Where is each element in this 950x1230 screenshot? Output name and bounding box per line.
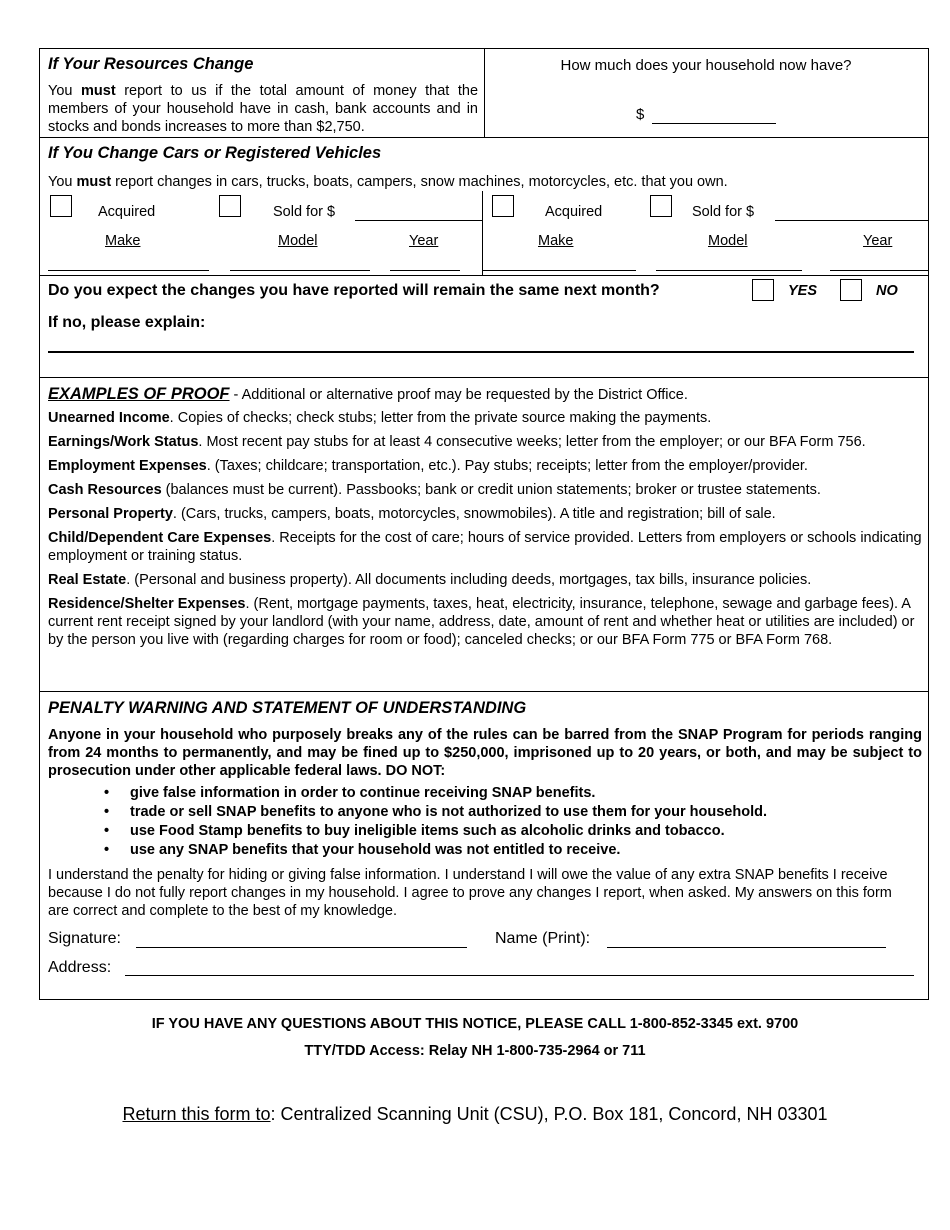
proof-item <box>48 529 922 565</box>
year-field-1[interactable] <box>390 270 460 271</box>
yes-label: YES <box>788 283 818 299</box>
resources-amount-field[interactable] <box>652 123 776 124</box>
signature-field[interactable] <box>136 947 467 948</box>
no-checkbox[interactable] <box>840 279 862 301</box>
model-field-1[interactable] <box>230 270 370 271</box>
acquired-label-2: Acquired <box>545 204 603 220</box>
make-label-1: Make <box>105 233 141 249</box>
understanding-text: I understand the penalty for hiding or giving false information. I understand I will owe the value of any extra SNAP benefits I receive because I do not fully report changes in my household. I agree to prove any changes I report, when asked. My answers on this form are correct and complete to the best of my knowledge. <box>48 867 892 919</box>
proof-item <box>48 457 922 475</box>
proof-item-text: . Receipts for the cost of care; hours of service provided. Letters from employers or schools indicating employment or training status. <box>48 530 922 564</box>
year-field-2[interactable] <box>830 270 928 271</box>
proof-item-text: . Most recent pay stubs for at least 4 consecutive weeks; letter from the employer; or our BFA Form 756. <box>198 434 866 450</box>
proof-item-label: Earnings/Work Status <box>48 434 199 450</box>
model-label-2: Model <box>708 233 748 249</box>
model-field-2[interactable] <box>656 270 802 271</box>
vehicles-text: You must report changes in cars, trucks, boats, campers, snow machines, motorcycles, etc. that you own. <box>48 174 728 190</box>
no-label: NO <box>876 283 898 299</box>
proof-item-label: Residence/Shelter Expenses <box>48 596 246 612</box>
address-field[interactable] <box>125 975 914 976</box>
proof-item <box>48 505 922 523</box>
make-field-2[interactable] <box>482 270 636 271</box>
return-label: Return this form to <box>122 1104 271 1124</box>
proof-item <box>48 409 922 427</box>
proof-item-label: Child/Dependent Care Expenses <box>48 530 272 546</box>
proof-item-label: Unearned Income <box>48 410 170 426</box>
proof-item-label: Real Estate <box>48 572 127 588</box>
divider <box>40 137 928 138</box>
model-label-1: Model <box>278 233 318 249</box>
sold-amount-field-1[interactable] <box>355 220 482 221</box>
sold-label-2: Sold for $ <box>692 204 755 220</box>
explain-label: If no, please explain: <box>48 314 206 331</box>
name-label: Name (Print): <box>495 930 591 947</box>
divider <box>40 275 928 276</box>
proof-list <box>48 409 922 649</box>
acquired-checkbox-1[interactable] <box>50 195 72 217</box>
proof-item <box>48 571 922 589</box>
acquired-label-1: Acquired <box>98 204 156 220</box>
make-field-1[interactable] <box>48 270 209 271</box>
resources-heading: If Your Resources Change <box>48 55 254 73</box>
return-line <box>0 1104 950 1125</box>
resources-question: How much does your household now have? <box>560 57 852 74</box>
penalty-warning: Anyone in your household who purposely breaks any of the rules can be barred from the SNAP Program for periods ranging from 24 months to permanently, and may be fined up to $250,000, imprisoned up to 20 years, or both, and may be subject to prosecution under other applicable federal laws. DO NOT: <box>48 727 922 779</box>
bullet-item: • trade or sell SNAP benefits to anyone who is not authorized to use them for your household. <box>130 804 767 820</box>
proof-item-text: (balances must be current). Passbooks; bank or credit union statements; broker or trustee statements. <box>161 482 821 498</box>
bullet-item: • give false information in order to continue receiving SNAP benefits. <box>130 785 595 801</box>
vehicles-heading: If You Change Cars or Registered Vehicles <box>48 144 382 162</box>
proof-item-label: Cash Resources <box>48 482 162 498</box>
sold-checkbox-1[interactable] <box>219 195 241 217</box>
year-label-2: Year <box>863 233 893 249</box>
questions-line: IF YOU HAVE ANY QUESTIONS ABOUT THIS NOTICE, PLEASE CALL 1-800-852-3345 ext. 9700 <box>151 1016 799 1032</box>
proof-item-text: . (Cars, trucks, campers, boats, motorcycles, snowmobiles). A title and registration; bill of sale. <box>172 506 776 522</box>
proof-item-text: . (Taxes; childcare; transportation, etc.). Pay stubs; receipts; letter from the employer/provider. <box>206 458 808 474</box>
yes-checkbox[interactable] <box>752 279 774 301</box>
bullet-item: • use Food Stamp benefits to buy ineligible items such as alcoholic drinks and tobacco. <box>130 823 725 839</box>
divider <box>40 691 928 692</box>
sold-amount-field-2[interactable] <box>775 220 928 221</box>
return-address: : Centralized Scanning Unit (CSU), P.O. Box 181, Concord, NH 03301 <box>270 1104 828 1124</box>
dollar-sign: $ <box>636 106 645 123</box>
proof-item-label: Personal Property <box>48 506 173 522</box>
resources-text: You must report to us if the total amount of money that the members of your household have in cash, bank accounts and in stocks and bonds increases to more than $2,750. <box>48 83 479 135</box>
signature-label: Signature: <box>48 930 121 947</box>
change-report-form <box>39 48 929 1000</box>
expect-question: Do you expect the changes you have reported will remain the same next month? <box>48 282 660 299</box>
tty-line: TTY/TDD Access: Relay NH 1-800-735-2964 or 711 <box>304 1043 646 1059</box>
sold-label-1: Sold for $ <box>273 204 336 220</box>
proof-item <box>48 481 922 499</box>
proof-section <box>48 385 922 655</box>
explain-field[interactable] <box>48 351 914 353</box>
proof-item-text: . Copies of checks; check stubs; letter from the private source making the payments. <box>169 410 712 426</box>
proof-item-text: . (Personal and business property). All documents including deeds, mortgages, tax bills, insurance policies. <box>126 572 812 588</box>
proof-item <box>48 433 922 451</box>
acquired-checkbox-2[interactable] <box>492 195 514 217</box>
bullet-item: • use any SNAP benefits that your household was not entitled to receive. <box>130 842 620 858</box>
penalty-heading: PENALTY WARNING AND STATEMENT OF UNDERSTANDING <box>48 699 527 717</box>
divider <box>40 377 928 378</box>
divider <box>482 191 483 275</box>
year-label-1: Year <box>409 233 439 249</box>
proof-item-text: . (Rent, mortgage payments, taxes, heat, electricity, insurance, telephone, sewage and garbage fees). A current rent receipt signed by your landlord (with your name, address, date, amount of rent and whether heat or utilities are included) or by the person you live with (regarding charges for room or food); canceled checks; or our BFA Form 775 or BFA Form 768. <box>48 596 915 648</box>
proof-item-label: Employment Expenses <box>48 458 207 474</box>
proof-item <box>48 595 922 649</box>
sold-checkbox-2[interactable] <box>650 195 672 217</box>
address-label: Address: <box>48 959 112 976</box>
name-field[interactable] <box>607 947 886 948</box>
make-label-2: Make <box>538 233 574 249</box>
proof-header: EXAMPLES OF PROOF - Additional or alternative proof may be requested by the District Office. <box>48 385 688 403</box>
